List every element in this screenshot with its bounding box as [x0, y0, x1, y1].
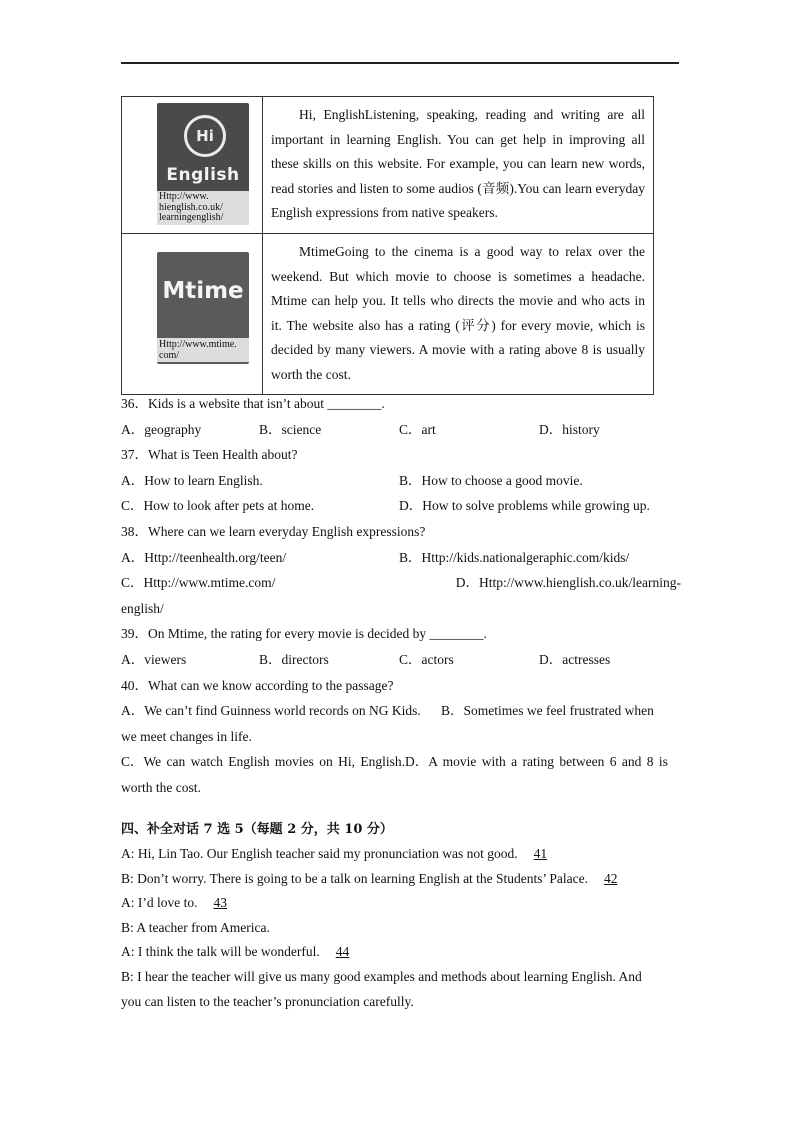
dialogue-line [121, 891, 681, 916]
section-title: 四、补全对话 7 选 5（每题 2 分，共 10 分） [121, 821, 393, 837]
dialogue-line: B: I hear the teacher will give us many good examples and methods about learning English. And [121, 969, 642, 985]
logo-word: English [166, 165, 240, 185]
logo-cell [122, 234, 263, 395]
desc-line: English expressions from native speakers. [271, 205, 498, 221]
question-stem: 40．What can we know according to the passage? [121, 677, 394, 693]
option-c: C．art [399, 421, 436, 437]
mtime-description [263, 234, 654, 395]
option-continuation: english/ [121, 600, 164, 616]
question-stem: 37．What is Teen Health about? [121, 447, 298, 463]
desc-line: these skills on this website. For example, you can learn new words, [271, 156, 645, 172]
option-line: we meet changes in life. [121, 728, 252, 744]
answer-blank: 44 [335, 944, 350, 960]
answer-blank: 41 [533, 846, 548, 862]
option-c: C．Http://www.mtime.com/ [121, 575, 276, 591]
desc-line: MtimeGoing to the cinema is a good way to relax over the [299, 244, 645, 259]
logo-url-line: Http://www. [159, 191, 209, 202]
option-a: A．viewers [121, 651, 187, 667]
dialogue-line [121, 867, 681, 892]
option-a: A．geography [121, 421, 202, 437]
dialogue-text: A: Hi, Lin Tao. Our English teacher said my pronunciation was not good. [121, 846, 518, 862]
table-row-mtime [122, 234, 654, 395]
logo-url-line: com/ [159, 350, 179, 361]
logo-url-line: learningenglish/ [159, 212, 224, 223]
option-line: worth the cost. [121, 779, 201, 795]
desc-line: weekend. But which movie to choose is sometimes a headache. [271, 268, 645, 284]
question-options [121, 493, 681, 519]
dialogue-text: A: I think the talk will be wonderful. [121, 944, 320, 960]
hi-english-description [263, 97, 654, 234]
desc-line: read stories and listen to some audios (音频).You can learn everyday [271, 180, 645, 196]
speech-bubble-icon: Hi [184, 115, 226, 157]
websites-table [121, 96, 654, 395]
dialogue-line: B: A teacher from America. [121, 919, 270, 935]
desc-line: decided by many viewers. A movie with a rating above 8 is usually [271, 342, 645, 358]
question-stem: 36．Kids is a website that isn’t about ________. [121, 396, 385, 411]
question-options [121, 647, 681, 673]
questions-area [121, 391, 681, 1014]
question-stem: 39．On Mtime, the rating for every movie is decided by ________. [121, 626, 487, 642]
option-line: C．We can watch English movies on Hi, English.D．A movie with a rating between 6 and 8 is [121, 754, 668, 770]
logo-url-line: Http://www.mtime. [159, 339, 237, 350]
desc-line: Mtime can help you. It tells who directs the movie and who acts in [271, 293, 645, 309]
logo-word: Mtime [162, 278, 244, 304]
dialogue-text: B: Don’t worry. There is going to be a talk on learning English at the Students’ Palace. [121, 870, 589, 886]
question-options [121, 417, 681, 443]
option-d: D．actresses [539, 651, 611, 667]
spacer [121, 801, 681, 817]
desc-line: worth the cost. [271, 366, 351, 382]
option-b: B．How to choose a good movie. [399, 472, 583, 488]
option-a: A．Http://teenhealth.org/teen/ [121, 549, 287, 565]
question-options [121, 570, 681, 596]
logo-url-line: hienglish.co.uk/ [159, 201, 223, 213]
option-c: C．How to look after pets at home. [121, 498, 315, 514]
option-b: B．directors [259, 651, 329, 667]
answer-blank: 42 [604, 870, 618, 886]
option-c: C．actors [399, 651, 454, 667]
question-stem: 38．Where can we learn everyday English expressions? [121, 523, 426, 539]
desc-line: important in learning English. You can get help in improving all [271, 131, 645, 147]
logo-url [157, 191, 249, 225]
logo-cell [122, 97, 263, 234]
dialogue-line: you can listen to the teacher’s pronunciation carefully. [121, 993, 414, 1009]
dialogue-line [121, 940, 681, 965]
table-row-hi-english [122, 97, 654, 234]
header-rule [121, 62, 679, 64]
option-b: B．Http://kids.nationalgeraphic.com/kids/ [399, 549, 630, 565]
dialogue-line [121, 842, 681, 867]
logo-url [157, 338, 249, 362]
question-options [121, 545, 681, 571]
option-d: D．history [539, 421, 600, 437]
option-d: D．Http://www.hienglish.co.uk/learning- [455, 575, 681, 591]
desc-line: it. The website also has a rating (评分) for every movie, which is [271, 317, 645, 333]
answer-blank: 43 [213, 895, 227, 911]
hi-english-logo [157, 103, 249, 221]
option-b: B．science [259, 421, 322, 437]
mtime-logo [157, 252, 249, 364]
dialogue-text: A: I’d love to. [121, 895, 198, 911]
option-a: A．How to learn English. [121, 472, 263, 488]
desc-line: Hi, EnglishListening, speaking, reading and writing are all [299, 107, 645, 122]
question-options [121, 468, 681, 494]
option-line: A．We can’t find Guinness world records on NG Kids. B．Sometimes we feel frustrated when [121, 703, 654, 719]
option-d: D．How to solve problems while growing up. [399, 498, 650, 514]
